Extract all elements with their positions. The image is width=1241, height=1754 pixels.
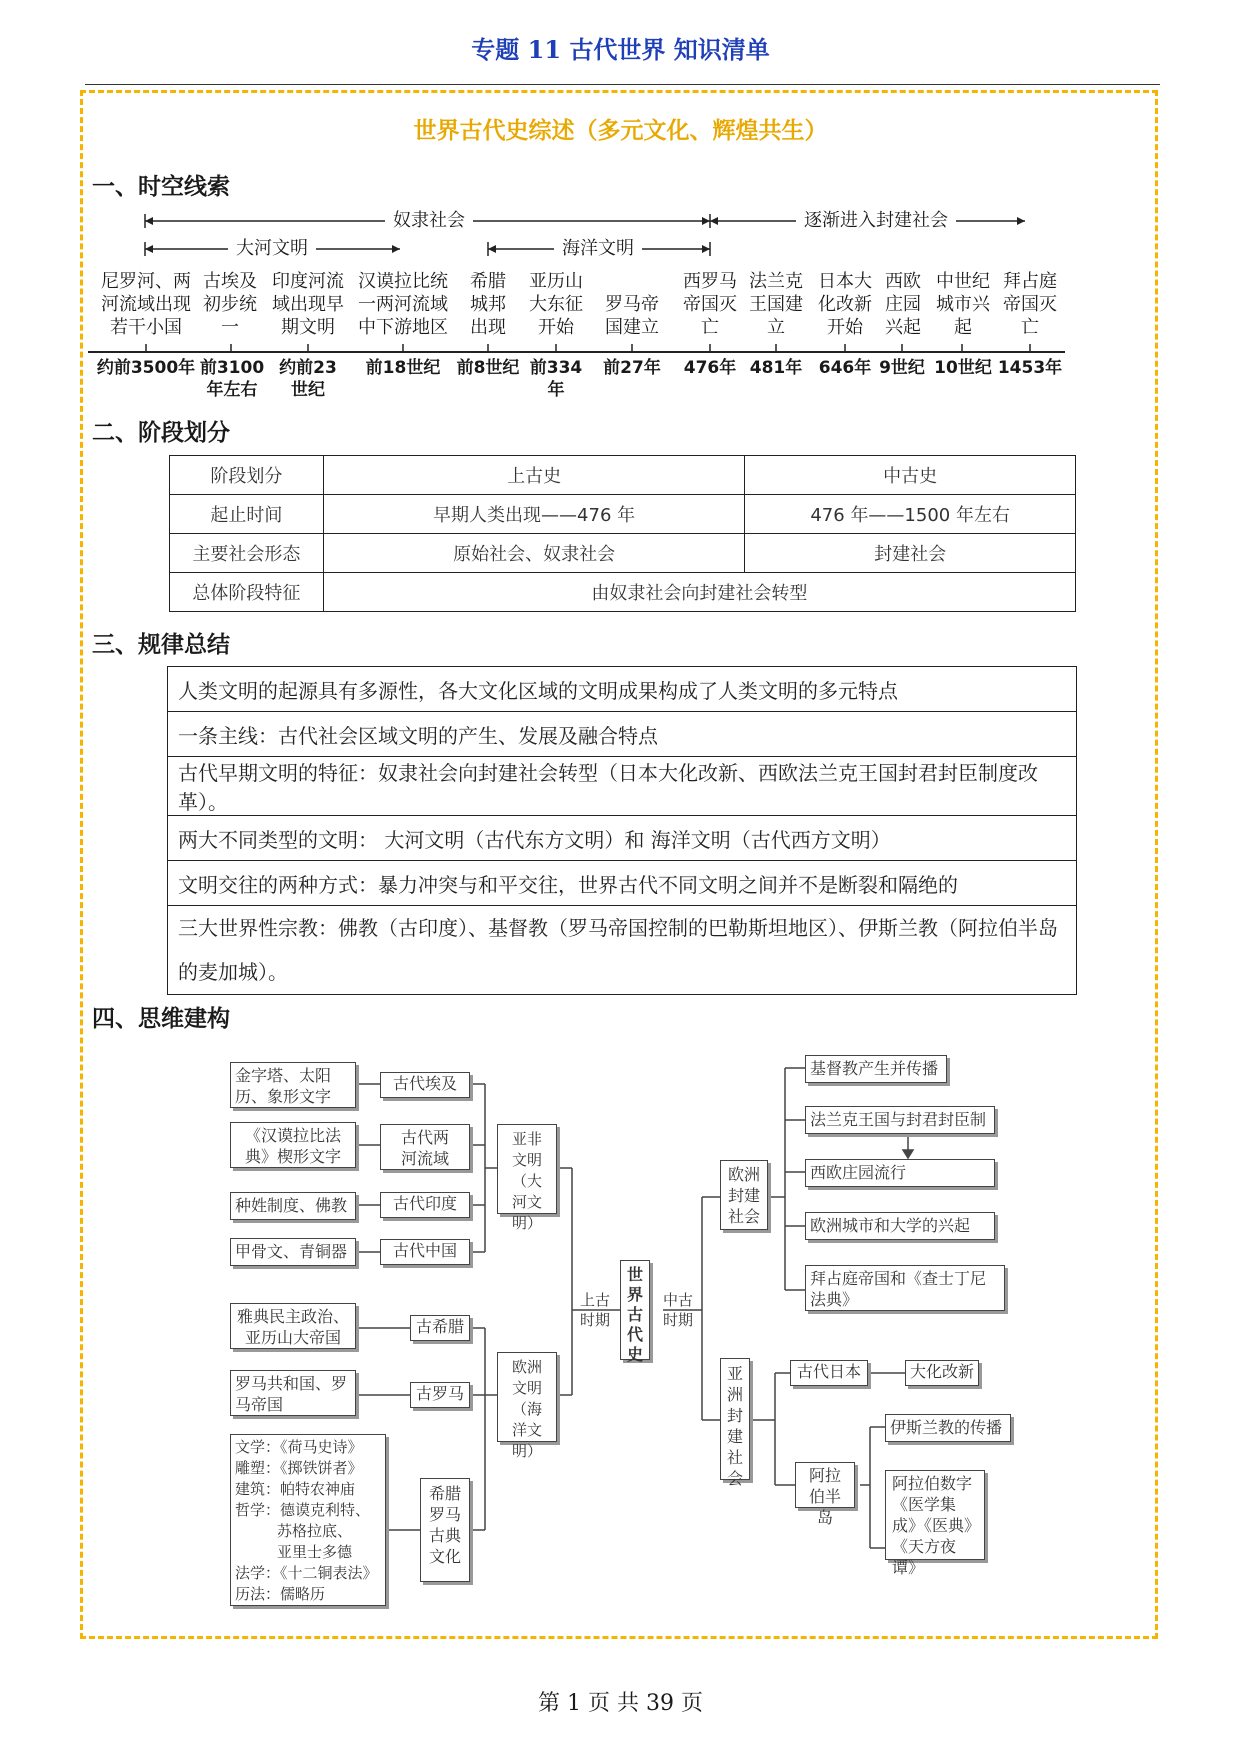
timeline-event: 汉谟拉比统一两河流域中下游地区	[358, 271, 448, 338]
table-cell: 476 年——1500 年左右	[745, 495, 1076, 534]
timeline-event: 罗马帝国建立	[605, 294, 659, 338]
mindmap-detail-box: 罗马共和国、罗马帝国	[230, 1370, 356, 1416]
era-label-river: 大河文明	[228, 238, 316, 260]
mindmap-detail-box: 雅典民主政治、亚历山大帝国	[230, 1303, 356, 1349]
timeline-event: 印度河流域出现早期文明	[272, 271, 344, 338]
rule-item: 一条主线：古代社会区域文明的产生、发展及融合特点	[168, 712, 1077, 757]
civilization-box: 古希腊	[410, 1315, 470, 1341]
civilization-box: 古代中国	[380, 1239, 470, 1265]
timeline-date: 9世纪	[879, 358, 925, 378]
timeline-event: 中世纪城市兴起	[936, 271, 990, 338]
timeline-date: 前334年	[529, 358, 583, 400]
section-heading-timeline: 一、时空线索	[92, 174, 230, 200]
rule-item: 文明交往的两种方式：暴力冲突与和平交往，世界古代不同文明之间并不是断裂和隔绝的	[168, 861, 1077, 906]
table-header-cell: 阶段划分	[170, 456, 324, 495]
timeline-event: 法兰克王国建立	[749, 271, 803, 338]
arabia-item: 伊斯兰教的传播	[885, 1414, 1011, 1442]
culture-line: 建筑：帕特农神庙	[235, 1480, 356, 1498]
civilization-box: 古代印度	[380, 1192, 470, 1218]
timeline-event: 西罗马帝国灭亡	[683, 271, 737, 338]
timeline-date: 476年	[683, 358, 737, 378]
asia-feudal-box: 亚洲封建社会	[720, 1358, 750, 1480]
culture-line: 亚里士多德	[277, 1543, 353, 1561]
timeline-date: 前18世纪	[365, 358, 441, 378]
timeline-date: 前3100年左右	[199, 358, 265, 400]
rule-item: 三大世界性宗教：佛教（古印度）、基督教（罗马帝国控制的巴勒斯坦地区）、伊斯兰教（阿拉伯半岛的麦加城）。	[168, 906, 1077, 995]
europe-feudal-item: 西欧庄园流行	[805, 1159, 995, 1187]
mindmap-detail-box: 甲骨文、青铜器	[230, 1238, 356, 1266]
timeline-event: 拜占庭帝国灭亡	[1003, 271, 1057, 338]
timeline-date: 约前23世纪	[279, 358, 337, 400]
civilization-box: 古代两河流域	[380, 1124, 470, 1170]
table-cell: 原始社会、奴隶社会	[323, 534, 745, 573]
timeline-date: 前8世纪	[456, 358, 520, 378]
civilization-box: 希腊罗马古典文化	[420, 1478, 470, 1582]
classical-culture-detail-box	[230, 1434, 386, 1606]
culture-line: 法学：《十二铜表法》	[235, 1564, 378, 1582]
culture-line: 文学：《荷马史诗》	[235, 1438, 363, 1456]
arabia-box: 阿拉伯半岛	[795, 1462, 855, 1508]
timeline-date: 481年	[749, 358, 803, 378]
table-cell: 由奴隶社会向封建社会转型	[323, 573, 1075, 612]
page-footer: 第 1 页 共 39 页	[538, 1691, 703, 1716]
table-header-cell: 上古史	[323, 456, 745, 495]
era-label-feudal: 逐渐进入封建社会	[796, 210, 956, 232]
japan-box: 古代日本	[790, 1360, 868, 1386]
table-header-cell: 中古史	[745, 456, 1076, 495]
rule-item: 古代早期文明的特征：奴隶社会向封建社会转型（日本大化改新、西欧法兰克王国封君封臣制度改革）。	[168, 757, 1077, 816]
arabia-item: 阿拉伯数字《医学集成》《医典》《天方夜谭》	[885, 1470, 985, 1560]
timeline-event: 西欧庄园兴起	[885, 271, 921, 338]
table-cell: 总体阶段特征	[170, 573, 324, 612]
timeline-date: 约前3500年	[96, 358, 196, 378]
civilization-box: 古代埃及	[380, 1072, 470, 1098]
table-cell: 早期人类出现——476 年	[323, 495, 745, 534]
timeline-date: 646年	[818, 358, 872, 378]
europe-feudal-item: 基督教产生并传播	[805, 1055, 947, 1083]
culture-line: 历法：儒略历	[235, 1585, 326, 1603]
timeline-date: 10世纪	[934, 358, 992, 378]
timeline-event: 希腊城邦出现	[470, 271, 506, 338]
timeline-event: 古埃及初步统一	[203, 271, 257, 338]
europe-feudal-box: 欧洲封建社会	[720, 1160, 768, 1230]
section-heading-stages: 二、阶段划分	[92, 420, 230, 446]
japan-reform-box: 大化改新	[905, 1360, 979, 1386]
culture-line: 苏格拉底、	[277, 1522, 353, 1540]
table-cell: 封建社会	[745, 534, 1076, 573]
rule-item: 人类文明的起源具有多源性，各大文化区域的文明成果构成了人类文明的多元特点	[168, 667, 1077, 712]
timeline-event: 亚历山大东征开始	[529, 271, 583, 338]
era-label-slave: 奴隶社会	[385, 210, 473, 232]
timeline-event: 日本大化改新开始	[818, 271, 872, 338]
era-label-ocean: 海洋文明	[554, 238, 642, 260]
culture-line: 哲学：德谟克利特、	[235, 1501, 371, 1519]
asia-africa-civ-box: 亚非文明（大河文明）	[497, 1124, 557, 1214]
document-title: 世界古代史综述（多元文化、辉煌共生）	[413, 118, 828, 144]
mindmap-detail-box: 《汉谟拉比法典》楔形文字	[230, 1122, 356, 1168]
center-node: 世界古代史	[620, 1260, 650, 1360]
europe-feudal-item: 拜占庭帝国和《查士丁尼法典》	[805, 1265, 1005, 1311]
europe-feudal-item: 欧洲城市和大学的兴起	[805, 1212, 995, 1240]
europe-civ-box: 欧洲文明（海洋文明）	[497, 1352, 557, 1442]
civilization-box: 古罗马	[410, 1382, 470, 1408]
europe-feudal-item: 法兰克王国与封君封臣制	[805, 1106, 995, 1134]
timeline-event: 尼罗河、两河流域出现若干小国	[101, 271, 191, 338]
section-heading-rules: 三、规律总结	[92, 632, 230, 658]
timeline-date: 1453年	[997, 358, 1063, 378]
page-header-title: 专题 11 古代世界 知识清单	[471, 35, 770, 64]
mindmap-detail-box: 金字塔、太阳历、象形文字	[230, 1062, 356, 1108]
rule-item: 两大不同类型的文明： 大河文明（古代东方文明）和 海洋文明（古代西方文明）	[168, 816, 1077, 861]
culture-line: 雕塑：《掷铁饼者》	[235, 1459, 363, 1477]
branch-label-ancient: 上古时期	[579, 1291, 610, 1329]
branch-label-medieval: 中古时期	[662, 1291, 693, 1329]
table-cell: 主要社会形态	[170, 534, 324, 573]
timeline-date: 前27年	[603, 358, 661, 378]
section-heading-mindmap: 四、思维建构	[92, 1006, 230, 1032]
table-cell: 起止时间	[170, 495, 324, 534]
mindmap-detail-box: 种姓制度、佛教	[230, 1192, 356, 1220]
